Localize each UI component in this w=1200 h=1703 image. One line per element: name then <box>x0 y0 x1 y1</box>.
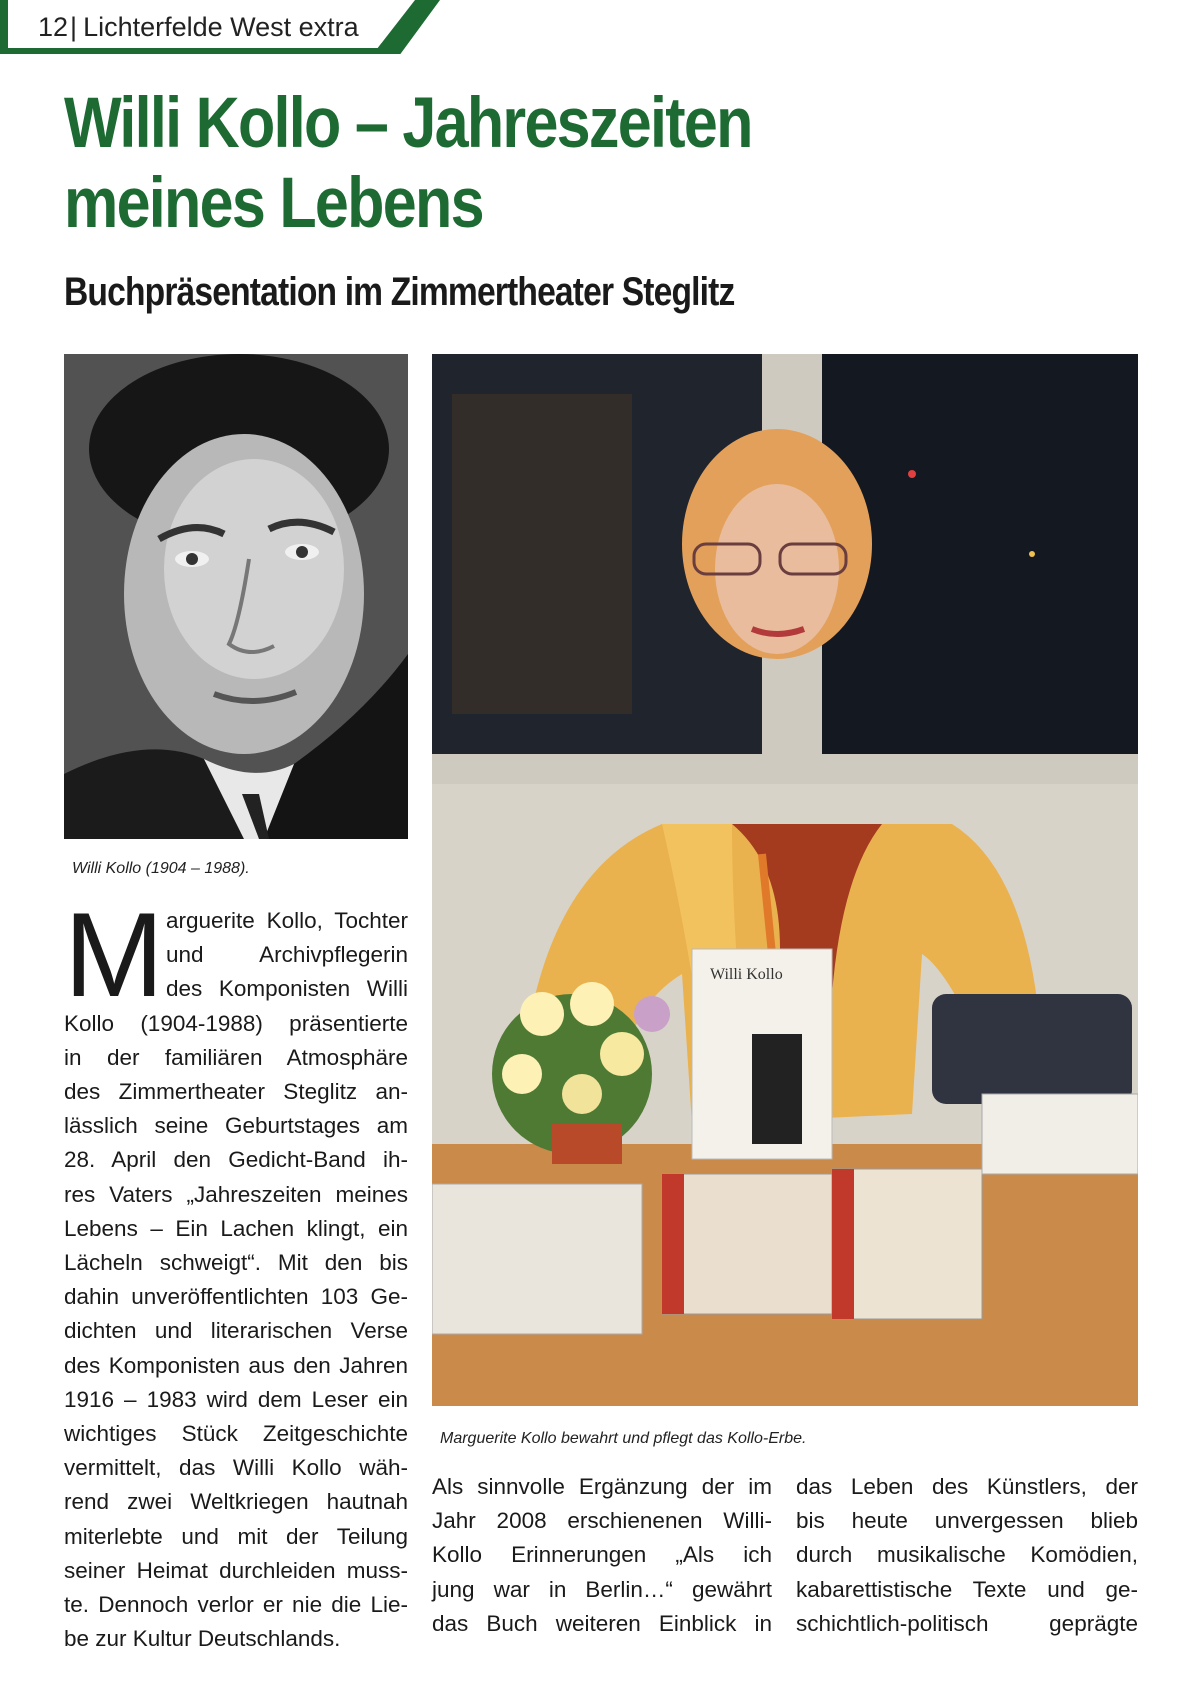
text-line: des Komponisten Willi <box>166 976 408 1002</box>
book-author-text: Willi Kollo <box>710 966 783 983</box>
text-line: bis heute unvergessen blieb <box>796 1508 1138 1534</box>
text-line: dahin unveröffentlichten 103 Ge- <box>64 1284 408 1310</box>
text-line: res Vaters „Jahreszeiten meines <box>64 1181 408 1207</box>
text-line: 1916 – 1983 wird dem Leser ein <box>64 1386 408 1412</box>
text-line: des Zimmertheater Steglitz an- <box>64 1079 408 1105</box>
photo-marguerite-kollo <box>432 354 1138 1406</box>
text-line: miterlebte und mit der Teilung <box>64 1523 408 1549</box>
text-line: durch musikalische Komödien, <box>796 1542 1138 1568</box>
section-label <box>38 12 359 43</box>
text-line: des Komponisten aus den Jahren <box>64 1352 408 1378</box>
text-line: 28. April den Gedicht-Band ih- <box>64 1147 408 1173</box>
text-line: lässlich seine Geburtstages am <box>64 1113 408 1139</box>
text-line: in der familiären Atmosphäre <box>64 1044 408 1070</box>
text-line: Kollo Erinnerungen „Als ich <box>432 1542 772 1568</box>
photo-illustration <box>432 354 1138 1406</box>
headline-line-1: Willi Kollo – Jahreszeiten <box>64 84 752 163</box>
article-column-1 <box>64 904 408 1656</box>
article-column-2 <box>432 1470 772 1641</box>
portrait-photo-willi-kollo <box>64 354 408 839</box>
section-name: Lichterfelde West extra <box>83 12 359 42</box>
drop-cap: M <box>64 888 164 1022</box>
text-line: Lächeln schweigt“. Mit den bis <box>64 1250 408 1276</box>
text-line: Kollo (1904-1988) präsentierte <box>64 1010 408 1036</box>
text-line: und Archivpflegerin <box>166 942 408 968</box>
text-line: arguerite Kollo, Tochter <box>166 908 408 933</box>
text-line: dichten und literarischen Verse <box>64 1318 408 1344</box>
text-line: schichtlich-politisch geprägte <box>796 1610 1138 1636</box>
text-line: be zur Kultur Deutschlands. <box>64 1626 341 1652</box>
headline <box>64 84 838 244</box>
photo-caption: Marguerite Kollo bewahrt und pflegt das Kollo-Erbe. <box>440 1430 807 1447</box>
text-line: seiner Heimat durchleiden muss- <box>64 1557 408 1583</box>
header-separator: | <box>70 12 78 42</box>
text-line: Lebens – Ein Lachen klingt, ein <box>64 1215 408 1241</box>
portrait-caption: Willi Kollo (1904 – 1988). <box>72 860 250 877</box>
text-line: das Buch weiteren Einblick in <box>432 1610 772 1636</box>
text-line: rend zwei Weltkriegen hautnah <box>64 1489 408 1515</box>
page-number: 12 <box>38 12 69 42</box>
headline-line-2: meines Lebens <box>64 164 483 243</box>
text-line: wichtiges Stück Zeitgeschichte <box>64 1421 408 1447</box>
portrait-illustration <box>64 354 408 839</box>
text-line: Jahr 2008 erschienenen Willi- <box>432 1508 772 1534</box>
text-line: kabarettistische Texte und ge- <box>796 1576 1138 1602</box>
subheadline: Buchpräsentation im Zimmertheater Steglitz <box>64 270 735 314</box>
text-line: te. Dennoch verlor er nie die Lie- <box>64 1592 408 1618</box>
header-accent-bar <box>0 0 8 54</box>
text-line: jung war in Berlin…“ gewährt <box>432 1576 772 1602</box>
article-column-3 <box>796 1470 1138 1641</box>
text-line: vermittelt, das Willi Kollo wäh- <box>64 1455 408 1481</box>
text-line: das Leben des Künstlers, der <box>796 1474 1138 1499</box>
text-line: Als sinnvolle Ergänzung der im <box>432 1474 772 1499</box>
